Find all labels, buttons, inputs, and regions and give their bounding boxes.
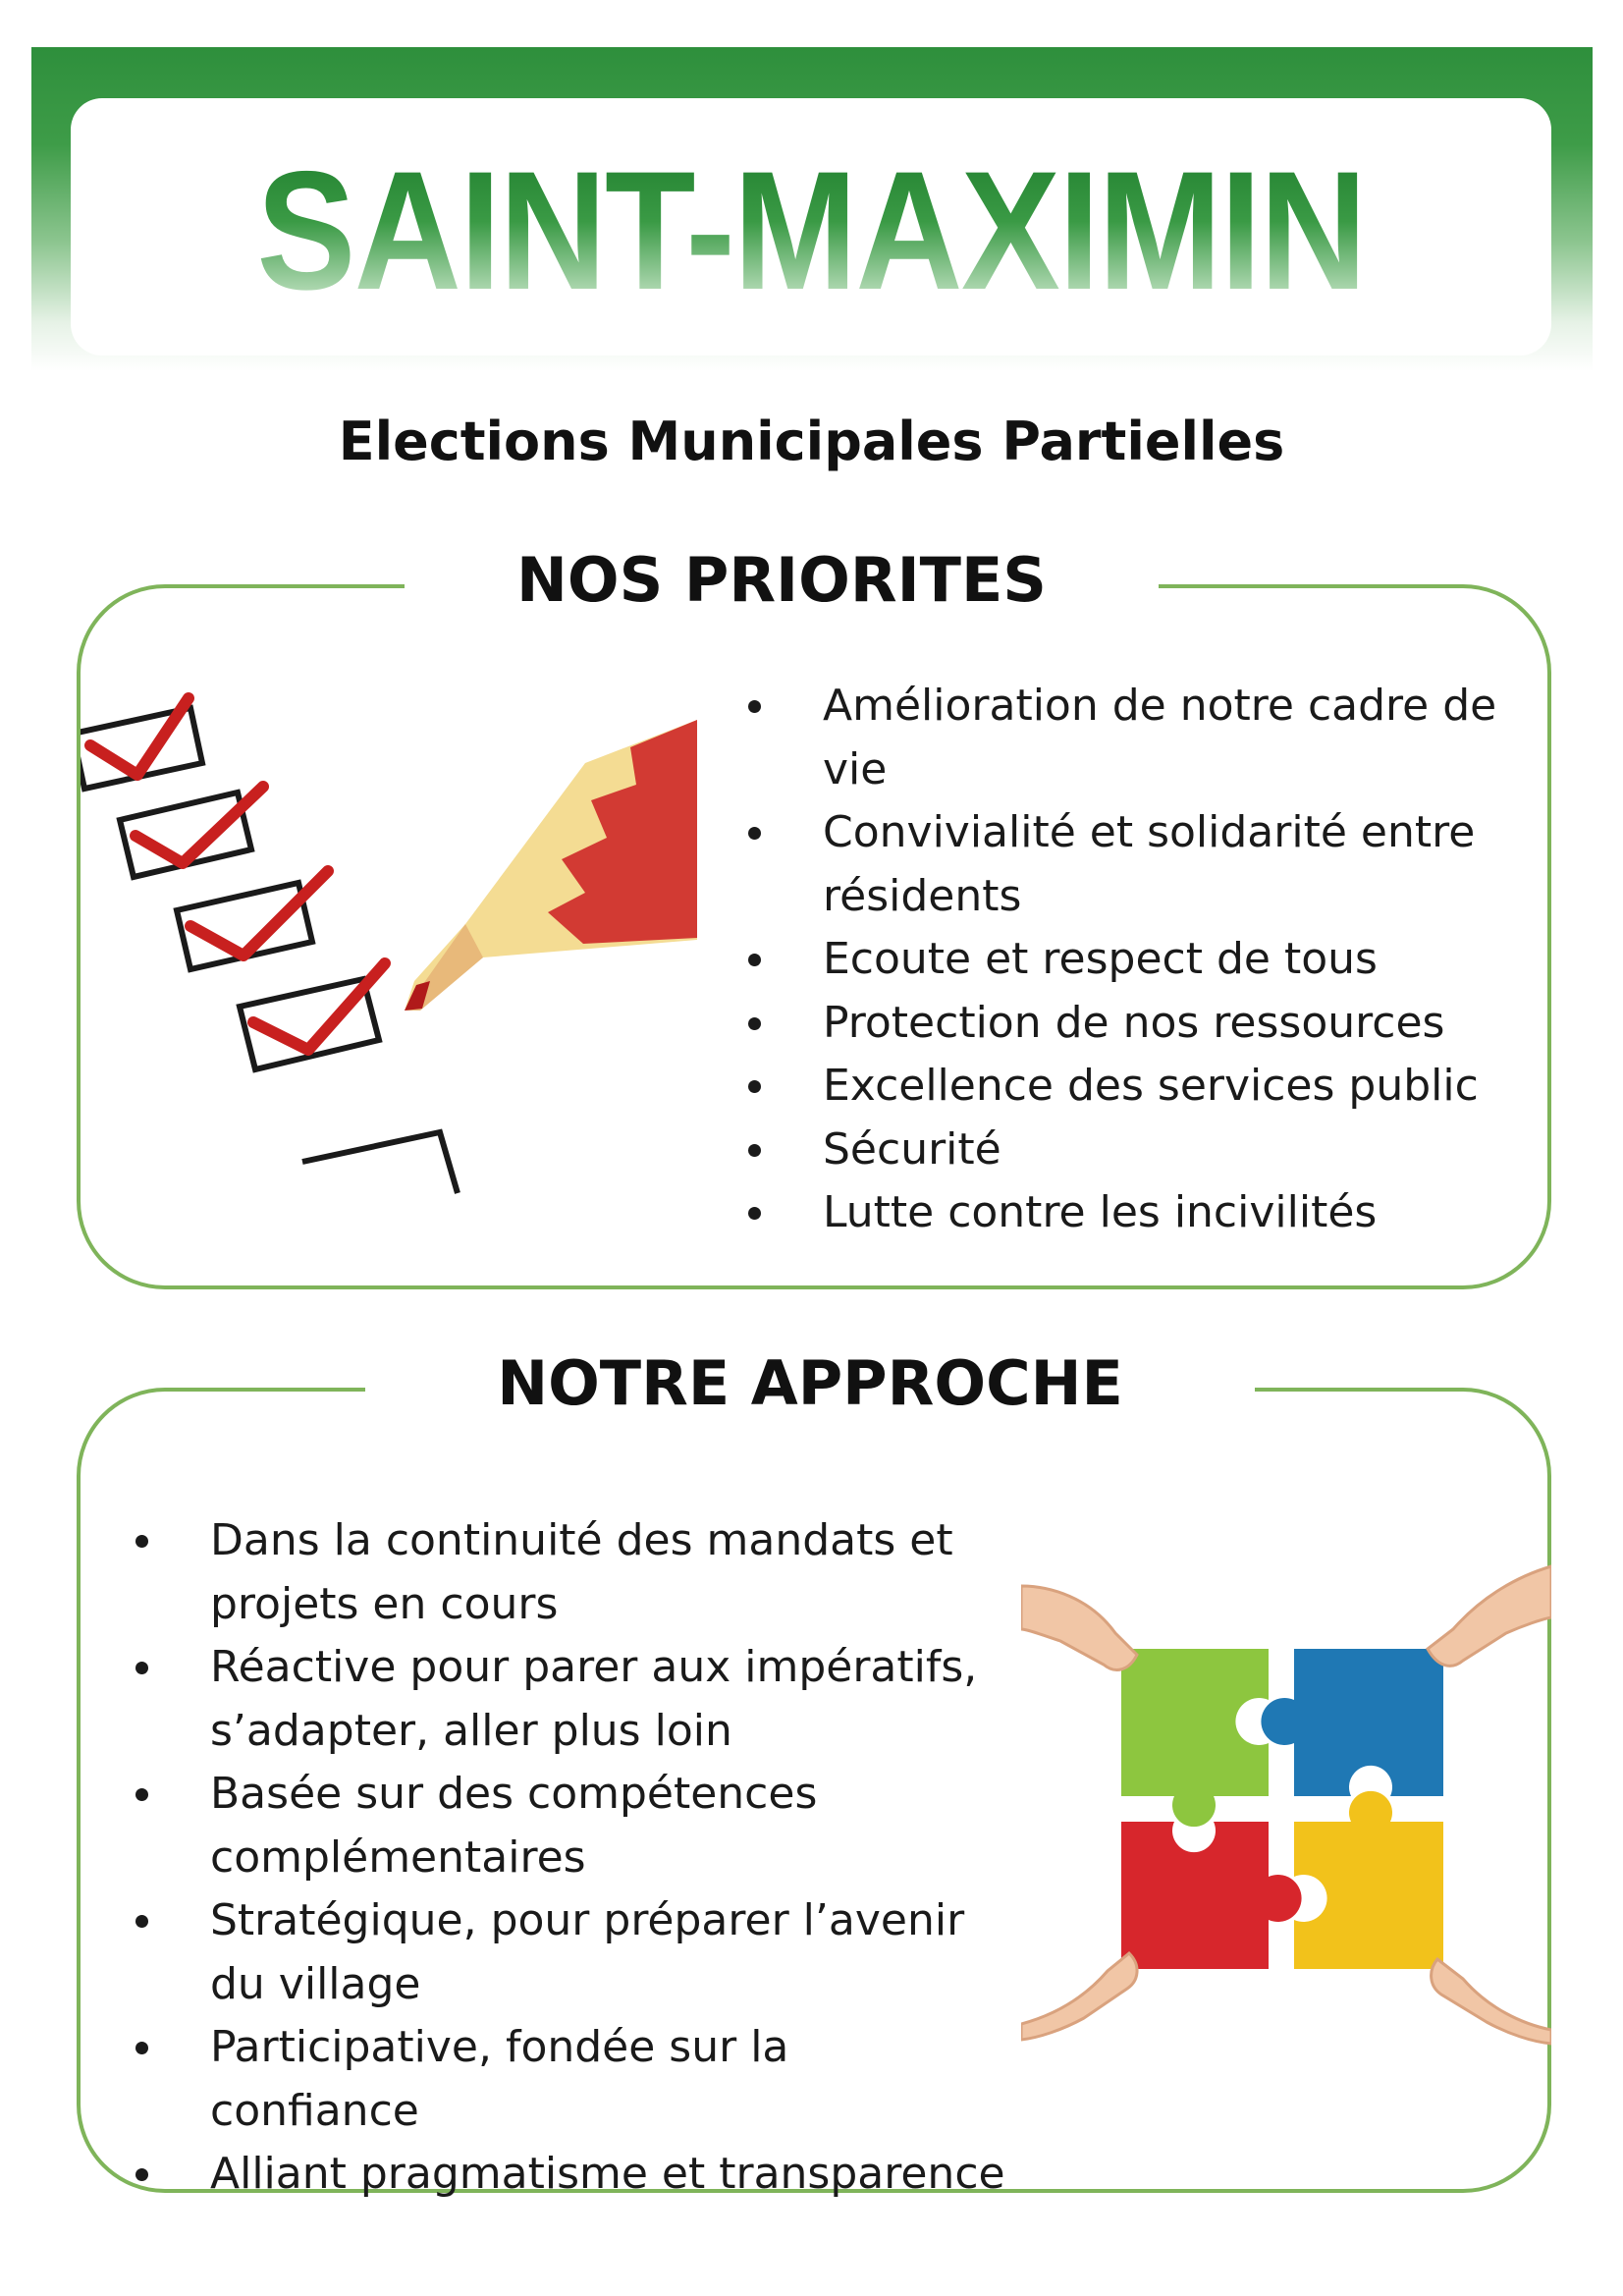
- priorities-list: [740, 675, 1526, 1245]
- list-item: Dans la continuité des mandats et projets en cours: [128, 1509, 1011, 1636]
- list-item: Ecoute et respect de tous: [740, 928, 1526, 992]
- list-item: Participative, fondée sur la confiance: [128, 2016, 1011, 2143]
- page-subtitle: Elections Municipales Partielles: [338, 410, 1285, 472]
- list-item: Alliant pragmatisme et transparence: [128, 2143, 1011, 2207]
- approach-section: [77, 1347, 1551, 2199]
- priorities-heading: NOS PRIORITES: [405, 541, 1159, 620]
- list-item: Réactive pour parer aux impératifs, s’adapter, aller plus loin: [128, 1636, 1011, 1763]
- approach-list: [128, 1509, 1011, 2207]
- list-item: Protection de nos ressources: [740, 992, 1526, 1056]
- page-title: SAINT-MAXIMIN: [159, 137, 1462, 324]
- priorities-section: [77, 544, 1551, 1289]
- list-item: Stratégique, pour préparer l’avenir du village: [128, 1889, 1011, 2016]
- approach-heading: NOTRE APPROCHE: [365, 1344, 1255, 1423]
- list-item: Basée sur des compétences complémentaires: [128, 1763, 1011, 1889]
- list-item: Amélioration de notre cadre de vie: [740, 675, 1526, 801]
- list-item: Lutte contre les incivilités: [740, 1181, 1526, 1245]
- list-item: Excellence des services public: [740, 1055, 1526, 1119]
- puzzle-hands-icon: [1021, 1547, 1551, 2077]
- checklist-pencil-icon: [81, 690, 709, 1211]
- list-item: Sécurité: [740, 1119, 1526, 1182]
- list-item: Convivialité et solidarité entre résidents: [740, 801, 1526, 928]
